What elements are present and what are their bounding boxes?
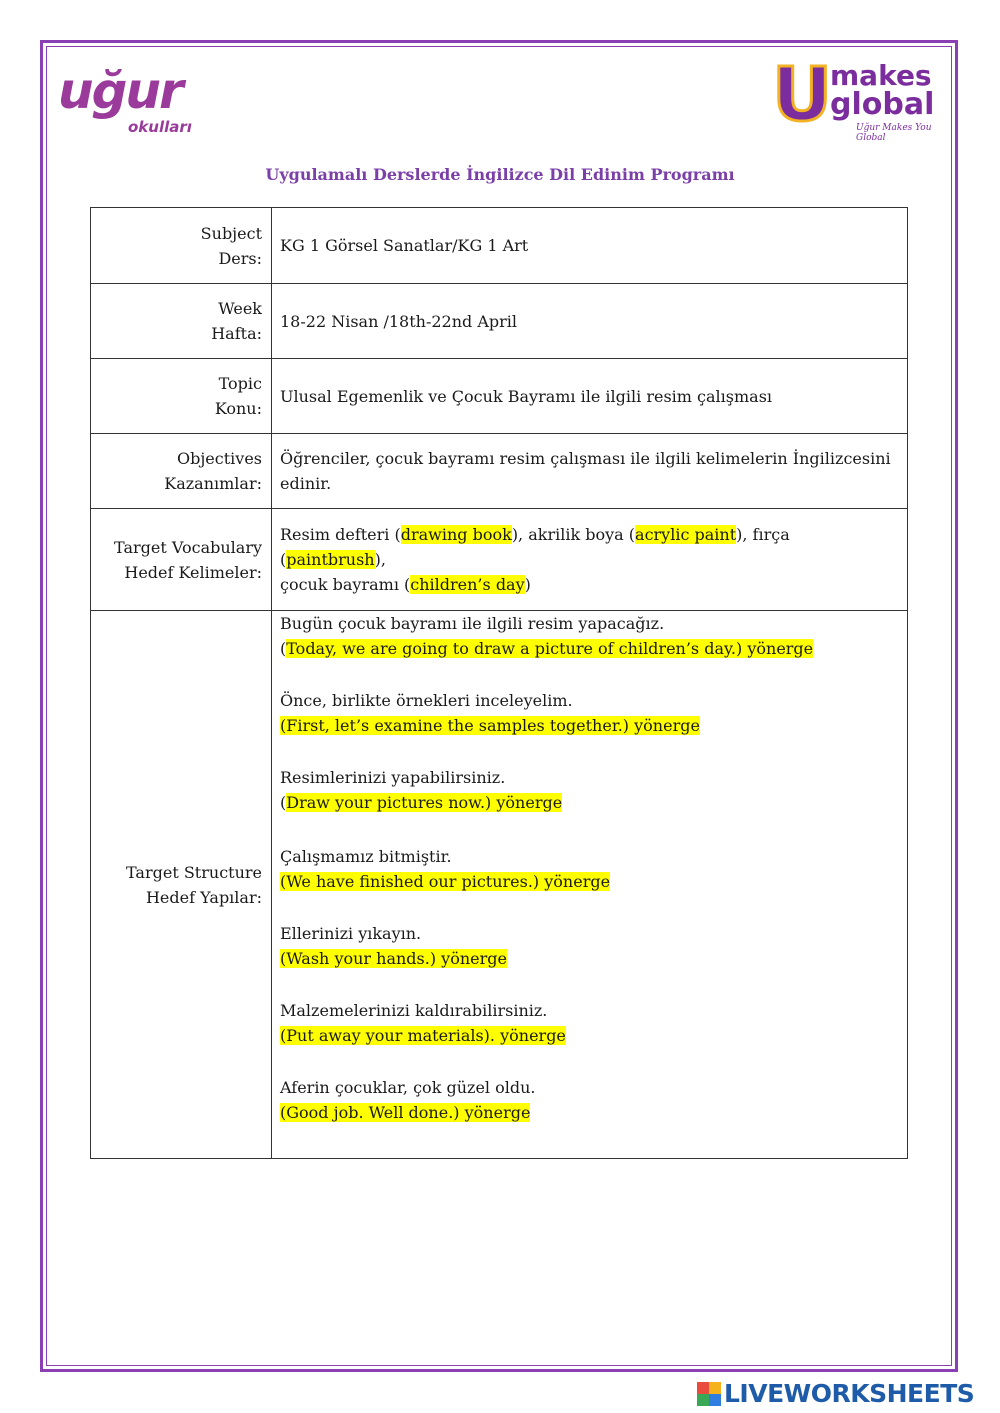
label-tr: Hafta: (211, 324, 262, 343)
structure-en: (First, let’s examine the samples together.) yönerge (280, 716, 700, 735)
structure-en-line (280, 790, 899, 815)
structure-prefix: ( (280, 639, 287, 658)
vocab-text: ), (374, 550, 386, 569)
document-title: Uygulamalı Derslerde İngilizce Dil Edinim Programı (265, 165, 735, 184)
ugur-okullari-logo (58, 62, 208, 140)
label-en: Subject (200, 223, 262, 243)
liveworksheets-logo-icon (697, 1382, 721, 1406)
subject-value: KG 1 Görsel Sanatlar/KG 1 Art (272, 208, 908, 284)
vocab-text: ), akrilik boya ( (511, 525, 636, 544)
week-value: 18-22 Nisan /18th-22nd April (272, 284, 908, 359)
structure-tr: Çalışmamız bitmiştir. (280, 847, 452, 866)
table-row (91, 509, 908, 611)
liveworksheets-brand[interactable] (697, 1378, 997, 1410)
vocab-highlight: drawing book (400, 525, 512, 544)
structure-en-line (280, 869, 899, 894)
structure-en: (We have finished our pictures.) yönerge (280, 872, 611, 891)
structure-label (91, 611, 272, 1159)
structure-en: (Put away your materials). yönerge (280, 1026, 566, 1045)
objectives-label (91, 434, 272, 509)
vocab-text: ) (524, 575, 531, 594)
structure-en: (Good job. Well done.) yönerge (280, 1103, 531, 1122)
structure-en: (Wash your hands.) yönerge (280, 949, 507, 968)
structure-en-line (280, 946, 899, 971)
structure-tr: Ellerinizi yıkayın. (280, 924, 422, 943)
vocab-text: Resim defteri ( (280, 525, 401, 544)
label-en: Target Structure (126, 862, 262, 882)
structure-en-line (280, 1100, 899, 1125)
structure-tr: Önce, birlikte örnekleri inceleyelim. (280, 691, 573, 710)
structure-item (280, 611, 899, 661)
vocab-highlight: children’s day (410, 575, 525, 594)
logo-left-sub: okulları (128, 118, 192, 136)
vocab-highlight: paintbrush (286, 550, 375, 569)
structure-item (280, 844, 899, 894)
label-en: Target Vocabulary (114, 537, 262, 557)
structure-prefix: ( (280, 793, 287, 812)
structure-en: Today, we are going to draw a picture of children’s day.) yönerge (286, 639, 814, 658)
structure-tr: Resimlerinizi yapabilirsiniz. (280, 768, 506, 787)
label-tr: Ders: (218, 248, 262, 268)
table-row (91, 284, 908, 359)
vocabulary-value (272, 509, 908, 611)
liveworksheets-wordmark: LIVEWORKSHEETS (724, 1379, 975, 1408)
label-en: Objectives (176, 449, 262, 468)
table-row (91, 611, 908, 1159)
label-tr: Konu: (214, 399, 262, 418)
vocabulary-line-2 (280, 572, 899, 597)
table-row (91, 359, 908, 434)
structure-tr: Aferin çocuklar, çok güzel oldu. (280, 1078, 536, 1097)
vocabulary-label (91, 509, 272, 611)
vocabulary-line-1 (280, 522, 899, 572)
vocab-text: çocuk bayramı ( (280, 575, 411, 594)
table-row (91, 208, 908, 284)
week-label (91, 284, 272, 359)
structure-item (280, 765, 899, 815)
vocab-highlight: acrylic paint (635, 525, 737, 544)
label-en: Topic (218, 374, 262, 393)
label-tr: Hedef Yapılar: (145, 887, 262, 907)
label-tr: Kazanımlar: (164, 474, 262, 493)
topic-label (91, 359, 272, 434)
structure-tr: Malzemelerinizi kaldırabilirsiniz. (280, 1001, 548, 1020)
structure-item (280, 1075, 899, 1125)
logo-right-letter: U (772, 52, 833, 138)
lesson-plan-table (90, 207, 908, 1159)
structure-value (272, 611, 908, 1159)
u-makes-global-logo (772, 52, 944, 143)
structure-tr: Bugün çocuk bayramı ile ilgili resim yapacağız. (280, 614, 665, 633)
objectives-value: Öğrenciler, çocuk bayramı resim çalışması ile ilgili kelimelerin İngilizcesini edinir. (272, 434, 908, 509)
structure-en-line (280, 1023, 899, 1048)
logo-right-tagline: Uğur Makes You Global (856, 123, 932, 143)
logo-right-line1: makes (830, 59, 932, 92)
label-en: Week (218, 299, 262, 318)
structure-en: Draw your pictures now.) yönerge (286, 793, 563, 812)
structure-item (280, 998, 899, 1048)
structure-item (280, 921, 899, 971)
logo-left-main: uğur (58, 62, 182, 120)
table-row (91, 434, 908, 509)
structure-en-line (280, 713, 899, 738)
topic-value: Ulusal Egemenlik ve Çocuk Bayramı ile ilgili resim çalışması (272, 359, 908, 434)
logo-right-line2: global (830, 87, 935, 122)
structure-en-line (280, 636, 899, 661)
structure-item (280, 688, 899, 738)
vocab-text: ), fırça ( (280, 525, 790, 569)
subject-label (91, 208, 272, 284)
label-tr: Hedef Kelimeler: (124, 562, 262, 582)
